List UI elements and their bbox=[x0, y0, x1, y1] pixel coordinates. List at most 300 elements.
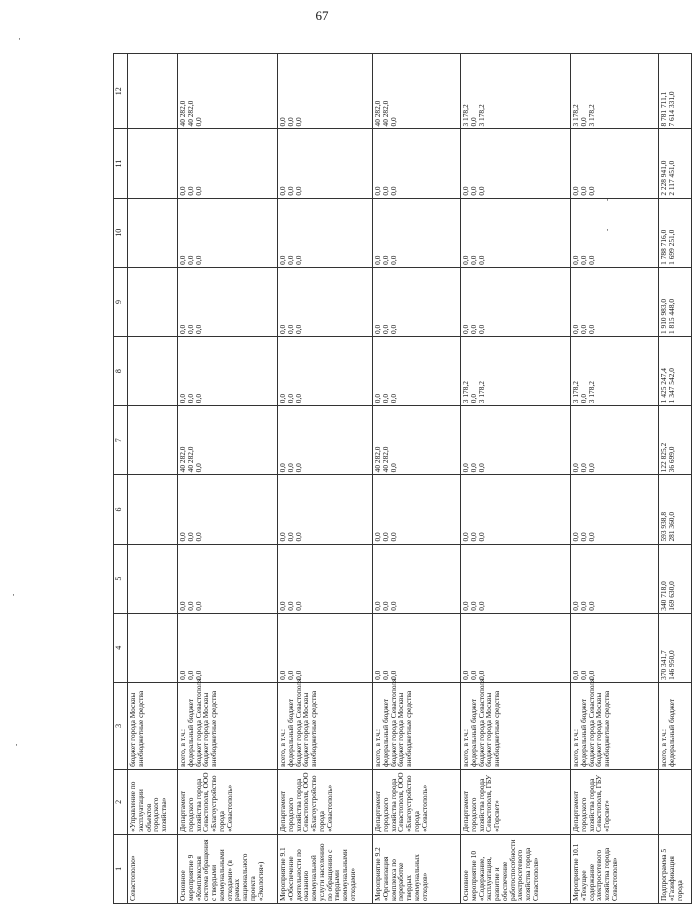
amount-cell bbox=[128, 337, 178, 406]
amount-value: 0,0 bbox=[388, 670, 398, 680]
funding-source: федеральный бюджет bbox=[468, 698, 478, 767]
amount-value: 0,0 bbox=[571, 670, 580, 680]
amount-cell bbox=[128, 267, 178, 336]
amount-value: 0,0 bbox=[380, 186, 390, 196]
amount-value: 40 282,0 bbox=[178, 446, 187, 473]
amount-value: 3 178,2 bbox=[461, 381, 470, 404]
amount-cell bbox=[373, 475, 461, 544]
amount-value: 40 282,0 bbox=[185, 100, 195, 127]
amount-cell bbox=[461, 406, 571, 475]
amount-value: 0,0 bbox=[373, 532, 382, 542]
amount-value: 40 282,0 bbox=[373, 446, 382, 473]
amount-value: 0,0 bbox=[178, 324, 187, 335]
amount-value: 36 699,0 bbox=[666, 446, 676, 473]
funding-source: всего, в т.ч.: bbox=[461, 729, 470, 767]
amount-value: 370 341,7 bbox=[659, 650, 668, 680]
amount-cell bbox=[571, 267, 659, 336]
page-number: 67 bbox=[315, 8, 329, 23]
amount-value: 0,0 bbox=[461, 670, 470, 680]
amount-value: 0,0 bbox=[293, 463, 303, 473]
scan-mark: · bbox=[12, 590, 15, 600]
amount-value: 0,0 bbox=[476, 463, 486, 473]
funding-source-cell bbox=[278, 678, 373, 769]
amount-cell bbox=[659, 198, 692, 267]
amount-value: 0,0 bbox=[285, 532, 295, 542]
executor-cell bbox=[461, 769, 571, 834]
amount-value: 0,0 bbox=[468, 532, 478, 542]
amount-value: 0,0 bbox=[388, 601, 398, 611]
amount-cell bbox=[571, 198, 659, 267]
amount-value: 0,0 bbox=[293, 117, 303, 127]
amount-cell bbox=[571, 54, 659, 130]
amount-cell bbox=[178, 129, 278, 198]
funding-source: бюджет города Севастополя bbox=[293, 678, 303, 767]
amount-value: 0,0 bbox=[571, 324, 580, 335]
amount-value: 0,0 bbox=[461, 463, 470, 473]
program-name-cell bbox=[571, 834, 659, 903]
table-row bbox=[278, 54, 373, 904]
program-name: Мероприятие 9.1 «Обеспечение деятельности по оказанию коммунальной услуги населению по обращению с твердыми коммунальными отходами» bbox=[278, 843, 357, 901]
amount-value: 0,0 bbox=[578, 117, 588, 127]
funding-source: федеральный бюджет bbox=[578, 698, 588, 767]
amount-cell bbox=[571, 337, 659, 406]
executor-cell bbox=[128, 769, 178, 834]
column-number-header: 11 bbox=[114, 129, 128, 198]
amount-value: 0,0 bbox=[571, 601, 580, 611]
amount-value: 0,0 bbox=[586, 601, 596, 611]
amount-value: 0,0 bbox=[278, 255, 287, 265]
funding-source: всего, в т.ч.: bbox=[659, 729, 668, 767]
program-name: Мероприятие 9.2 «Организация комплекса по переработке твердых коммунальных отходов» bbox=[373, 847, 429, 901]
amount-value: 146 950,0 bbox=[666, 650, 676, 680]
amount-value: 0,0 bbox=[578, 186, 588, 196]
amount-value: 2 228 941,0 bbox=[659, 160, 668, 196]
amount-value: 40 282,0 bbox=[380, 100, 390, 127]
amount-value: 0,0 bbox=[586, 324, 596, 335]
amount-value: 0,0 bbox=[278, 463, 287, 473]
amount-cell bbox=[571, 475, 659, 544]
executor-cell bbox=[571, 769, 659, 834]
amount-value: 0,0 bbox=[586, 463, 596, 473]
column-number-header: 2 bbox=[114, 769, 128, 834]
amount-value: 0,0 bbox=[571, 532, 580, 542]
amount-cell bbox=[571, 129, 659, 198]
amount-value: 0,0 bbox=[193, 670, 203, 680]
amount-value: 1 910 983,0 bbox=[659, 298, 668, 335]
amount-cell bbox=[178, 198, 278, 267]
amount-value: 0,0 bbox=[293, 393, 303, 404]
amount-value: 0,0 bbox=[388, 463, 398, 473]
funding-source: внебюджетные средства bbox=[404, 690, 414, 767]
amount-value: 0,0 bbox=[178, 601, 187, 611]
amount-cell bbox=[373, 54, 461, 130]
amount-cell bbox=[373, 544, 461, 613]
amount-value: 0,0 bbox=[476, 532, 486, 542]
amount-value: 0,0 bbox=[578, 393, 588, 404]
amount-value: 0,0 bbox=[278, 324, 287, 335]
table-row bbox=[178, 54, 278, 904]
amount-value: 1 425 247,4 bbox=[659, 368, 668, 404]
amount-value: 0,0 bbox=[468, 393, 478, 404]
amount-value: 8 781 711,1 bbox=[659, 91, 668, 127]
amount-value: 1 347 542,0 bbox=[666, 368, 676, 404]
amount-cell bbox=[278, 54, 373, 130]
amount-value: 0,0 bbox=[178, 186, 187, 196]
amount-value: 0,0 bbox=[373, 393, 382, 404]
amount-value: 0,0 bbox=[461, 601, 470, 611]
amount-value: 0,0 bbox=[468, 255, 478, 265]
executor-name: Департамент городского хозяйства города Севастополя, ООО «Благоустройство города «Севастополь» bbox=[278, 772, 334, 832]
amount-value: 3 178,2 bbox=[476, 381, 486, 404]
executor-name: Департамент городского хозяйства города Севастополя, ГБУ «Горсвет» bbox=[571, 774, 612, 832]
amount-value: 0,0 bbox=[185, 255, 195, 265]
amount-value: 3 178,2 bbox=[586, 104, 596, 127]
amount-value: 0,0 bbox=[278, 670, 287, 680]
table-row bbox=[461, 54, 571, 904]
amount-value: 0,0 bbox=[586, 255, 596, 265]
amount-value: 0,0 bbox=[293, 255, 303, 265]
amount-cell bbox=[278, 406, 373, 475]
amount-cell bbox=[373, 613, 461, 682]
amount-value: 0,0 bbox=[373, 186, 382, 196]
executor-name: Департамент городского хозяйства города Севастополя, ГБУ «Горсвет» bbox=[461, 774, 502, 832]
amount-value: 0,0 bbox=[178, 255, 187, 265]
column-number-header: 10 bbox=[114, 198, 128, 267]
amount-value: 0,0 bbox=[380, 532, 390, 542]
program-name-cell bbox=[128, 834, 178, 903]
amount-value: 0,0 bbox=[468, 463, 478, 473]
amount-value: 169 630,0 bbox=[666, 581, 676, 611]
amount-value: 0,0 bbox=[571, 463, 580, 473]
amount-cell bbox=[278, 544, 373, 613]
amount-cell bbox=[128, 198, 178, 267]
amount-value: 0,0 bbox=[380, 255, 390, 265]
amount-cell bbox=[461, 613, 571, 682]
amount-cell bbox=[178, 54, 278, 130]
scan-mark: · bbox=[606, 195, 609, 205]
program-name-cell bbox=[659, 834, 692, 903]
funding-source: внебюджетные средства bbox=[135, 690, 145, 767]
amount-value: 0,0 bbox=[461, 324, 470, 335]
amount-cell bbox=[278, 337, 373, 406]
amount-value: 0,0 bbox=[193, 324, 203, 335]
amount-cell bbox=[128, 129, 178, 198]
amount-value: 122 825,2 bbox=[659, 442, 668, 473]
amount-cell bbox=[461, 544, 571, 613]
funding-source: федеральный бюджет bbox=[380, 698, 390, 767]
funding-source-cell bbox=[659, 682, 692, 769]
amount-cell bbox=[571, 406, 659, 475]
column-number-header: 5 bbox=[114, 544, 128, 613]
amount-cell bbox=[278, 613, 373, 682]
table-header-row bbox=[114, 54, 128, 904]
amount-value: 0,0 bbox=[380, 324, 390, 335]
amount-cell bbox=[128, 54, 178, 130]
amount-value: 0,0 bbox=[461, 255, 470, 265]
amount-value: 3 178,2 bbox=[476, 104, 486, 127]
table-row bbox=[373, 54, 461, 904]
amount-value: 0,0 bbox=[193, 463, 203, 473]
program-name-cell bbox=[461, 834, 571, 903]
amount-value: 0,0 bbox=[586, 532, 596, 542]
program-name-cell bbox=[278, 834, 373, 903]
funding-source: всего, в т.ч.: bbox=[178, 729, 187, 767]
funding-source: бюджет города Москвы bbox=[301, 692, 311, 767]
amount-cell bbox=[659, 129, 692, 198]
amount-value: 40 282,0 bbox=[373, 100, 382, 127]
amount-value: 40 282,0 bbox=[380, 446, 390, 473]
amount-value: 0,0 bbox=[285, 324, 295, 335]
amount-value: 3 178,2 bbox=[571, 104, 580, 127]
column-number-header: 12 bbox=[114, 54, 128, 130]
amount-value: 0,0 bbox=[185, 393, 195, 404]
amount-value: 340 718,0 bbox=[659, 581, 668, 611]
program-name: Подпрограмма 5 «Газификация города bbox=[659, 848, 684, 901]
amount-cell bbox=[461, 267, 571, 336]
amount-cell bbox=[659, 544, 692, 613]
amount-value: 0,0 bbox=[476, 670, 486, 680]
amount-cell bbox=[373, 129, 461, 198]
amount-value: 0,0 bbox=[388, 117, 398, 127]
scan-mark: · bbox=[606, 225, 609, 235]
amount-cell bbox=[278, 129, 373, 198]
amount-cell bbox=[659, 54, 692, 130]
amount-cell bbox=[461, 475, 571, 544]
funding-source: всего, в т.ч.: bbox=[571, 729, 580, 767]
program-name-cell bbox=[178, 834, 278, 903]
funding-source-cell bbox=[373, 678, 461, 769]
amount-value: 0,0 bbox=[293, 324, 303, 335]
funding-source-cell bbox=[178, 678, 278, 769]
amount-value: 0,0 bbox=[185, 324, 195, 335]
amount-value: 0,0 bbox=[578, 463, 588, 473]
column-number-header: 4 bbox=[114, 613, 128, 682]
funding-source: всего, в т.ч.: bbox=[278, 729, 287, 767]
funding-source-cell bbox=[571, 678, 659, 769]
amount-cell bbox=[128, 406, 178, 475]
amount-value: 0,0 bbox=[373, 324, 382, 335]
amount-value: 0,0 bbox=[185, 670, 195, 680]
program-name: Севастополю» bbox=[128, 855, 137, 901]
amount-cell bbox=[278, 475, 373, 544]
amount-value: 0,0 bbox=[285, 601, 295, 611]
amount-value: 3 178,2 bbox=[571, 381, 580, 404]
funding-source: внебюджетные средства bbox=[602, 690, 612, 767]
amount-value: 0,0 bbox=[373, 601, 382, 611]
funding-source: внебюджетные средства bbox=[309, 690, 319, 767]
amount-value: 0,0 bbox=[185, 601, 195, 611]
amount-value: 0,0 bbox=[476, 186, 486, 196]
amount-cell bbox=[373, 406, 461, 475]
executor-name: Департамент городского хозяйства города Севастополя, ООО «Благоустройство города «Севастополь» bbox=[373, 772, 429, 832]
executor-cell bbox=[278, 769, 373, 834]
amount-value: 0,0 bbox=[293, 670, 303, 680]
amount-value: 0,0 bbox=[193, 255, 203, 265]
amount-value: 0,0 bbox=[476, 324, 486, 335]
amount-value: 0,0 bbox=[285, 463, 295, 473]
amount-value: 0,0 bbox=[388, 186, 398, 196]
amount-value: 2 117 451,0 bbox=[666, 160, 676, 196]
amount-value: 0,0 bbox=[278, 532, 287, 542]
amount-value: 0,0 bbox=[578, 601, 588, 611]
amount-cell bbox=[461, 337, 571, 406]
amount-cell bbox=[659, 475, 692, 544]
amount-cell bbox=[178, 337, 278, 406]
amount-value: 0,0 bbox=[285, 670, 295, 680]
funding-source: всего, в т.ч.: bbox=[373, 729, 382, 767]
funding-source: бюджет города Севастополя bbox=[388, 678, 398, 767]
amount-cell bbox=[659, 337, 692, 406]
amount-value: 0,0 bbox=[380, 393, 390, 404]
column-number-header: 6 bbox=[114, 475, 128, 544]
amount-value: 593 938,8 bbox=[659, 511, 668, 542]
amount-value: 0,0 bbox=[586, 670, 596, 680]
amount-value: 0,0 bbox=[461, 532, 470, 542]
amount-value: 0,0 bbox=[178, 393, 187, 404]
executor-cell bbox=[373, 769, 461, 834]
amount-value: 40 282,0 bbox=[185, 446, 195, 473]
program-name-cell bbox=[373, 834, 461, 903]
amount-value: 0,0 bbox=[476, 255, 486, 265]
amount-value: 0,0 bbox=[373, 255, 382, 265]
amount-cell bbox=[278, 198, 373, 267]
funding-source: бюджет города Москвы bbox=[594, 692, 604, 767]
amount-value: 0,0 bbox=[293, 532, 303, 542]
amount-value: 0,0 bbox=[388, 324, 398, 335]
amount-value: 0,0 bbox=[388, 393, 398, 404]
amount-value: 0,0 bbox=[285, 186, 295, 196]
table-row bbox=[128, 54, 178, 904]
amount-value: 3 178,2 bbox=[461, 104, 470, 127]
amount-value: 0,0 bbox=[388, 255, 398, 265]
amount-value: 0,0 bbox=[586, 186, 596, 196]
funding-source: внебюджетные средства bbox=[209, 690, 219, 767]
program-name: Мероприятие 10.1 «Текущее содержание электросетевого хозяйства города Севастополя» bbox=[571, 843, 619, 901]
financing-table bbox=[113, 53, 692, 904]
funding-source: федеральный бюджет bbox=[285, 698, 295, 767]
amount-value: 0,0 bbox=[193, 601, 203, 611]
amount-cell bbox=[278, 267, 373, 336]
amount-value: 0,0 bbox=[285, 117, 295, 127]
amount-value: 3 178,2 bbox=[586, 381, 596, 404]
amount-value: 0,0 bbox=[380, 670, 390, 680]
funding-source: бюджет города Москвы bbox=[201, 692, 211, 767]
amount-value: 0,0 bbox=[285, 255, 295, 265]
table-row bbox=[659, 54, 692, 904]
amount-value: 0,0 bbox=[193, 393, 203, 404]
amount-value: 0,0 bbox=[373, 670, 382, 680]
amount-value: 7 614 331,0 bbox=[666, 91, 676, 127]
amount-cell bbox=[178, 613, 278, 682]
column-number-header: 7 bbox=[114, 406, 128, 475]
column-number-header: 1 bbox=[114, 834, 128, 903]
amount-cell bbox=[461, 129, 571, 198]
amount-cell bbox=[128, 544, 178, 613]
amount-cell bbox=[571, 544, 659, 613]
column-number-header: 9 bbox=[114, 267, 128, 336]
executor-name: Департамент городского хозяйства города Севастополя, ООО «Благоустройство города «Севастополь» bbox=[178, 772, 234, 832]
amount-value: 0,0 bbox=[578, 670, 588, 680]
funding-source: бюджет города Москвы bbox=[396, 692, 406, 767]
funding-source: бюджет города Севастополя bbox=[586, 678, 596, 767]
amount-cell bbox=[178, 475, 278, 544]
amount-value: 0,0 bbox=[468, 186, 478, 196]
rotated-table-sheet bbox=[113, 53, 684, 904]
amount-value: 0,0 bbox=[178, 532, 187, 542]
amount-cell bbox=[178, 267, 278, 336]
amount-value: 0,0 bbox=[468, 601, 478, 611]
amount-value: 0,0 bbox=[578, 532, 588, 542]
funding-source-cell bbox=[461, 678, 571, 769]
executor-cell bbox=[659, 769, 692, 834]
amount-value: 0,0 bbox=[178, 670, 187, 680]
amount-value: 40 282,0 bbox=[178, 100, 187, 127]
amount-value: 0,0 bbox=[388, 532, 398, 542]
amount-value: 0,0 bbox=[468, 324, 478, 335]
funding-source: федеральный бюджет bbox=[185, 698, 195, 767]
amount-value: 0,0 bbox=[193, 117, 203, 127]
scan-mark: · bbox=[15, 740, 18, 750]
amount-value: 0,0 bbox=[278, 393, 287, 404]
amount-value: 0,0 bbox=[278, 186, 287, 196]
amount-value: 0,0 bbox=[571, 255, 580, 265]
amount-cell bbox=[373, 337, 461, 406]
amount-cell bbox=[571, 613, 659, 682]
amount-cell bbox=[659, 267, 692, 336]
amount-value: 281 360,0 bbox=[666, 511, 676, 542]
funding-source-cell bbox=[128, 682, 178, 769]
amount-value: 0,0 bbox=[278, 117, 287, 127]
funding-source: бюджет города Москвы bbox=[128, 692, 137, 767]
table-row bbox=[571, 54, 659, 904]
amount-cell bbox=[373, 198, 461, 267]
amount-value: 0,0 bbox=[578, 324, 588, 335]
amount-value: 0,0 bbox=[193, 186, 203, 196]
amount-cell bbox=[128, 613, 178, 682]
amount-value: 0,0 bbox=[285, 393, 295, 404]
amount-value: 0,0 bbox=[293, 186, 303, 196]
funding-source: бюджет города Севастополя bbox=[476, 678, 486, 767]
program-name: Основное мероприятие 10 «Содержание, эксплуатация, развитие и обеспечение работоспособности электросетевого хозяйства города Севастополя» bbox=[461, 839, 540, 901]
amount-cell bbox=[178, 544, 278, 613]
amount-value: 0,0 bbox=[468, 117, 478, 127]
executor-cell bbox=[178, 769, 278, 834]
amount-value: 0,0 bbox=[571, 186, 580, 196]
funding-source: федеральный бюджет bbox=[666, 698, 676, 767]
amount-cell bbox=[178, 406, 278, 475]
amount-cell bbox=[461, 54, 571, 130]
amount-value: 0,0 bbox=[380, 601, 390, 611]
executor-name: «Управление по эксплуатации объектов городского хозяйства» bbox=[128, 781, 169, 832]
amount-cell bbox=[373, 267, 461, 336]
amount-value: 0,0 bbox=[578, 255, 588, 265]
column-number-header: 3 bbox=[114, 682, 128, 769]
amount-value: 0,0 bbox=[185, 532, 195, 542]
amount-value: 0,0 bbox=[468, 670, 478, 680]
scan-mark: · bbox=[18, 34, 21, 44]
column-number-header: 8 bbox=[114, 337, 128, 406]
amount-value: 0,0 bbox=[278, 601, 287, 611]
amount-value: 1 788 716,0 bbox=[659, 229, 668, 265]
amount-cell bbox=[461, 198, 571, 267]
amount-value: 0,0 bbox=[193, 532, 203, 542]
funding-source: внебюджетные средства bbox=[492, 690, 502, 767]
amount-value: 1 699 251,0 bbox=[666, 229, 676, 265]
amount-value: 0,0 bbox=[461, 186, 470, 196]
amount-value: 1 815 448,0 bbox=[666, 298, 676, 335]
amount-value: 0,0 bbox=[293, 601, 303, 611]
program-name: Основное мероприятие 9 «Комплексная система обращения с твердыми коммунальными отходами» (в рамках национального проекта «Экология») bbox=[178, 839, 265, 901]
